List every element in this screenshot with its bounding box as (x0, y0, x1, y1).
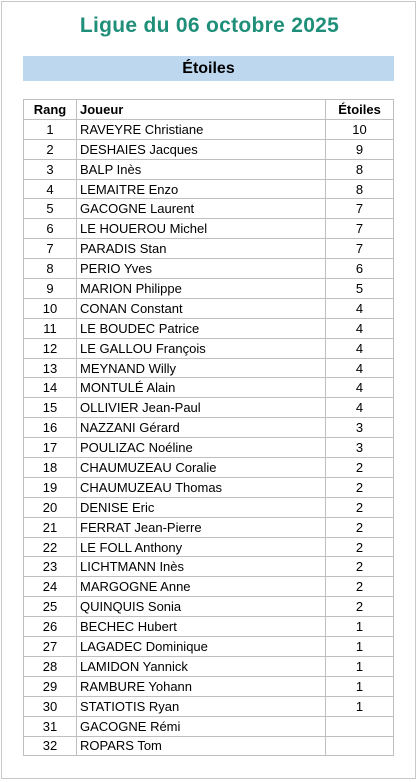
table-row (24, 298, 394, 318)
stars-cell: 7 (326, 199, 394, 219)
header-joueur: Joueur (77, 100, 326, 120)
rang-cell: 31 (24, 716, 77, 736)
stars-cell: 2 (326, 537, 394, 557)
stars-cell: 2 (326, 517, 394, 537)
stars-cell: 2 (326, 458, 394, 478)
rang-cell: 15 (24, 398, 77, 418)
stars-cell: 7 (326, 239, 394, 259)
rang-cell: 19 (24, 477, 77, 497)
stars-cell: 2 (326, 597, 394, 617)
table-row (24, 696, 394, 716)
rang-cell: 4 (24, 179, 77, 199)
player-cell: LE FOLL Anthony (77, 537, 326, 557)
player-cell: MARGOGNE Anne (77, 577, 326, 597)
ranking-table (23, 99, 394, 756)
stars-cell: 4 (326, 358, 394, 378)
player-cell: PARADIS Stan (77, 239, 326, 259)
rang-cell: 2 (24, 139, 77, 159)
stars-cell: 3 (326, 438, 394, 458)
player-cell: BECHEC Hubert (77, 617, 326, 637)
table-row (24, 557, 394, 577)
player-cell: LAMIDON Yannick (77, 656, 326, 676)
table-row (24, 537, 394, 557)
player-cell: QUINQUIS Sonia (77, 597, 326, 617)
table-row (24, 219, 394, 239)
page-title: Ligue du 06 octobre 2025 (79, 14, 340, 37)
rang-cell: 18 (24, 458, 77, 478)
stars-cell: 2 (326, 577, 394, 597)
table-row (24, 617, 394, 637)
player-cell: POULIZAC Noéline (77, 438, 326, 458)
table-row (24, 318, 394, 338)
player-cell: CONAN Constant (77, 298, 326, 318)
rang-cell: 30 (24, 696, 77, 716)
table-row (24, 676, 394, 696)
rang-cell: 21 (24, 517, 77, 537)
stars-cell: 4 (326, 378, 394, 398)
player-cell: LEMAITRE Enzo (77, 179, 326, 199)
table-row (24, 259, 394, 279)
rang-cell: 27 (24, 637, 77, 657)
player-cell: LE GALLOU François (77, 338, 326, 358)
table-body (24, 119, 394, 756)
rang-cell: 6 (24, 219, 77, 239)
table-row (24, 438, 394, 458)
stars-cell (326, 716, 394, 736)
player-cell: CHAUMUZEAU Thomas (77, 477, 326, 497)
table-row (24, 497, 394, 517)
rang-cell: 10 (24, 298, 77, 318)
stars-cell: 3 (326, 418, 394, 438)
table-row (24, 199, 394, 219)
rang-cell: 25 (24, 597, 77, 617)
rang-cell: 24 (24, 577, 77, 597)
player-cell: DESHAIES Jacques (77, 139, 326, 159)
player-cell: PERIO Yves (77, 259, 326, 279)
stars-cell: 5 (326, 279, 394, 299)
player-cell: FERRAT Jean-Pierre (77, 517, 326, 537)
header-rang: Rang (24, 100, 77, 120)
stars-cell: 1 (326, 656, 394, 676)
rang-cell: 8 (24, 259, 77, 279)
stars-cell: 1 (326, 617, 394, 637)
table-row (24, 716, 394, 736)
stars-cell: 8 (326, 159, 394, 179)
rang-cell: 29 (24, 676, 77, 696)
table-row (24, 517, 394, 537)
player-cell: BALP Inès (77, 159, 326, 179)
stars-cell: 8 (326, 179, 394, 199)
player-cell: CHAUMUZEAU Coralie (77, 458, 326, 478)
stars-cell: 4 (326, 338, 394, 358)
rang-cell: 28 (24, 656, 77, 676)
stars-cell: 6 (326, 259, 394, 279)
rang-cell: 23 (24, 557, 77, 577)
player-cell: GACOGNE Laurent (77, 199, 326, 219)
player-cell: STATIOTIS Ryan (77, 696, 326, 716)
rang-cell: 13 (24, 358, 77, 378)
table-row (24, 458, 394, 478)
table-row (24, 637, 394, 657)
table-row (24, 736, 394, 756)
player-cell: MONTULÉ Alain (77, 378, 326, 398)
stars-cell: 1 (326, 676, 394, 696)
rang-cell: 26 (24, 617, 77, 637)
player-cell: NAZZANI Gérard (77, 418, 326, 438)
rang-cell: 20 (24, 497, 77, 517)
stars-cell: 2 (326, 477, 394, 497)
table-row (24, 279, 394, 299)
table-row (24, 378, 394, 398)
table-row (24, 597, 394, 617)
stars-cell: 1 (326, 637, 394, 657)
player-cell: DENISE Eric (77, 497, 326, 517)
player-cell: RAVEYRE Christiane (77, 119, 326, 139)
player-cell: LAGADEC Dominique (77, 637, 326, 657)
table-row (24, 418, 394, 438)
stars-cell: 4 (326, 298, 394, 318)
rang-cell: 3 (24, 159, 77, 179)
table-row (24, 179, 394, 199)
table-row (24, 338, 394, 358)
rang-cell: 17 (24, 438, 77, 458)
stars-cell: 4 (326, 398, 394, 418)
header-etoiles: Étoiles (326, 100, 394, 120)
rang-cell: 7 (24, 239, 77, 259)
stars-cell: 2 (326, 557, 394, 577)
player-cell: MARION Philippe (77, 279, 326, 299)
rang-cell: 9 (24, 279, 77, 299)
stars-cell (326, 736, 394, 756)
table-row (24, 239, 394, 259)
rang-cell: 14 (24, 378, 77, 398)
player-cell: LICHTMANN Inès (77, 557, 326, 577)
rang-cell: 32 (24, 736, 77, 756)
rang-cell: 16 (24, 418, 77, 438)
stars-cell: 4 (326, 318, 394, 338)
player-cell: LE HOUEROU Michel (77, 219, 326, 239)
table-header-row (24, 100, 394, 120)
table-row (24, 577, 394, 597)
stars-cell: 7 (326, 219, 394, 239)
rang-cell: 12 (24, 338, 77, 358)
player-cell: RAMBURE Yohann (77, 676, 326, 696)
stars-cell: 10 (326, 119, 394, 139)
stars-cell: 9 (326, 139, 394, 159)
player-cell: ROPARS Tom (77, 736, 326, 756)
stars-cell: 1 (326, 696, 394, 716)
table-row (24, 358, 394, 378)
table-row (24, 398, 394, 418)
section-header: Étoiles (23, 56, 394, 81)
rang-cell: 5 (24, 199, 77, 219)
table-row (24, 119, 394, 139)
rang-cell: 1 (24, 119, 77, 139)
player-cell: OLLIVIER Jean-Paul (77, 398, 326, 418)
table-row (24, 159, 394, 179)
table-row (24, 477, 394, 497)
rang-cell: 22 (24, 537, 77, 557)
player-cell: LE BOUDEC Patrice (77, 318, 326, 338)
table-row (24, 139, 394, 159)
rang-cell: 11 (24, 318, 77, 338)
stars-cell: 2 (326, 497, 394, 517)
player-cell: GACOGNE Rémi (77, 716, 326, 736)
table-row (24, 656, 394, 676)
player-cell: MEYNAND Willy (77, 358, 326, 378)
